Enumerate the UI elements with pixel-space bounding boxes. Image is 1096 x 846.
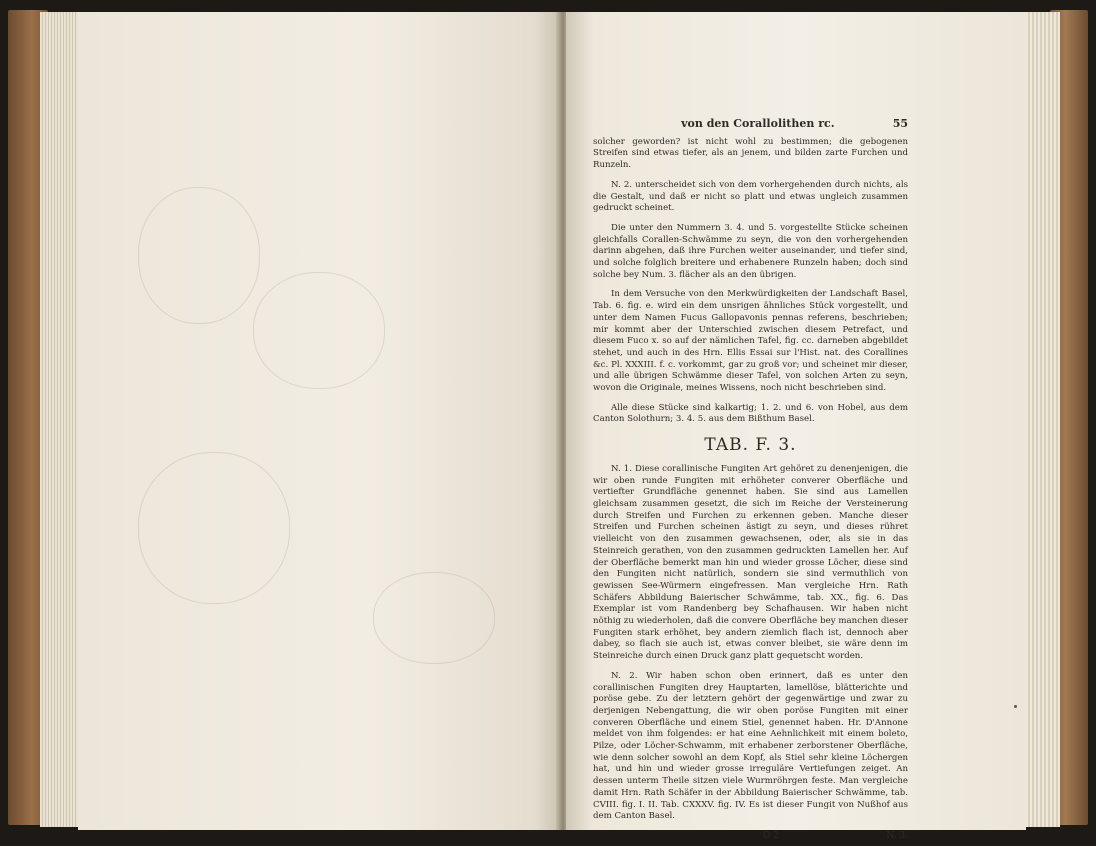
paragraph: Die unter den Nummern 3. 4. und 5. vorgestellte Stücke scheinen gleichfalls Corallen-Schwämme zu seyn, die von den vorhergehenden darinn abgehen, daß ihre Furchen weiter auseinander, und tiefer sind, und solche folglich breitere und erhabenere Runzeln haben; doch sind solche bey Num. 3. flächer als an den übrigen.: [593, 222, 908, 280]
running-title: von den Corallolithen rc.: [681, 117, 835, 130]
left-page-blank: [78, 12, 560, 830]
running-header: [593, 118, 908, 130]
show-through-shape: [253, 272, 385, 389]
show-through-shape: [138, 187, 260, 324]
page-number: 55: [892, 117, 908, 130]
page-text-block: [593, 118, 908, 843]
paragraph: N. 2. unterscheidet sich von dem vorhergehenden durch nichts, als die Gestalt, und daß er nicht so platt und etwas ungleich zusammen gedruckt scheinet.: [593, 179, 908, 214]
paragraph: Alle diese Stücke sind kalkartig; 1. 2. und 6. von Hobel, aus dem Canton Solothurn; 3. 4. 5. aus dem Bißthum Basel.: [593, 402, 908, 425]
paragraph: N. 2. Wir haben schon oben erinnert, daß es unter den corallinischen Fungiten drey Hauptarten, lamellöse, blätterichte und poröse gebe. Zu der letztern gehört der gegenwärtige und zwar zu derjenigen Nebengattung, die wir oben poröse Fungiten mit einer converen Oberfläche und einem Stiel, genennet haben. Hr. D'Annone meldet von ihm folgendes: er hat eine Aehnlichkeit mit einem boleto, Pilze, oder Löcher-Schwamm, mit erhabener zerborstener Oberfläche, wie denn solcher sowohl an dem Kopf, als Stiel sehr kleine Löchergen hat, und hin und wieder grosse irreguläre Vertiefungen zeiget. An dessen unterm Theile sitzen viele Wurmröhrgen feste. Man vergleiche damit Hrn. Rath Schäfer in der Abbildung Baierischer Schwämme, tab. CVIII. fig. I. II. Tab. CXXXV. fig. IV. Es ist dieser Fungit von Nußhof aus dem Canton Basel.: [593, 670, 908, 822]
paper-speck: [1014, 705, 1017, 708]
section-heading: TAB. F. 3.: [704, 435, 797, 456]
page-edges-right: [1020, 12, 1060, 827]
paragraph: solcher geworden? ist nicht wohl zu bestimmen; die gebogenen Streifen sind etwas tiefer, als an jenem, und bilden zarte Furchen und Runzeln.: [593, 136, 908, 171]
catchword: N. 3.: [886, 830, 908, 841]
page-footer: [593, 831, 908, 843]
paragraph: N. 1. Diese corallinische Fungiten Art gehöret zu denenjenigen, die wir oben runde Fungiten mit erhöheter converer Oberfläche und vertiefter Grundfläche genennet haben. Sie sind aus Lamellen gleichsam zusammen gesetzt, die sich im Reiche der Versteinerung durch Streifen und Furchen zu erkennen geben. Manche dieser Streifen und Furchen scheinen ästigt zu seyn, und dieses rühret vielleicht von den zusammen gewachsenen, oder, als sie in das Steinreich gerathen, von den zusammen gedruckten Lamellen her. Auf der Oberfläche bemerkt man hin und wieder grosse Löcher, diese sind den Fungiten nicht natürlich, sondern sie sind vermuthlich von gewissen See-Würmern eingefressen. Man vergleiche Hrn. Rath Schäfers Abbildung Baierischer Schwämme, tab. XX., fig. 6. Das Exemplar ist vom Randenberg bey Schafhausen. Wir haben nicht nöthig zu wiederholen, daß die convere Oberfläche bey manchen dieser Fungiten stark erhöhet, bey andern ziemlich flach ist, dennoch aber dabey, so flach sie auch ist, etwas conver bleibet, sie wäre denn im Steinreiche durch einen Druck ganz platt gequetscht worden.: [593, 463, 908, 662]
paragraph: In dem Versuche von den Merkwürdigkeiten der Landschaft Basel, Tab. 6. fig. e. wird ein dem unsrigen ähnliches Stück vorgestellt, und unter dem Namen Fucus Gallopavonis pennas referens, beschrieben; mir kommt aber der Unterschied zwischen diesem Petrefact, und diesem Fuco x. so auf der nämlichen Tafel, fig. cc. darneben abgebildet stehet, und auch in des Hrn. Ellis Essai sur l'Hist. nat. des Corallines &c. Pl. XXXIII. f. c. vorkommt, gar zu groß vor; und scheinet mir dieser, und alle übrigen Schwämme dieser Tafel, von solchen Arten zu seyn, wovon die Originale, meines Wissens, noch nicht beschrieben sind.: [593, 289, 908, 394]
page-edges-left: [40, 12, 80, 827]
show-through-shape: [138, 452, 290, 604]
show-through-shape: [373, 572, 495, 664]
signature-mark: O 2: [763, 830, 779, 841]
